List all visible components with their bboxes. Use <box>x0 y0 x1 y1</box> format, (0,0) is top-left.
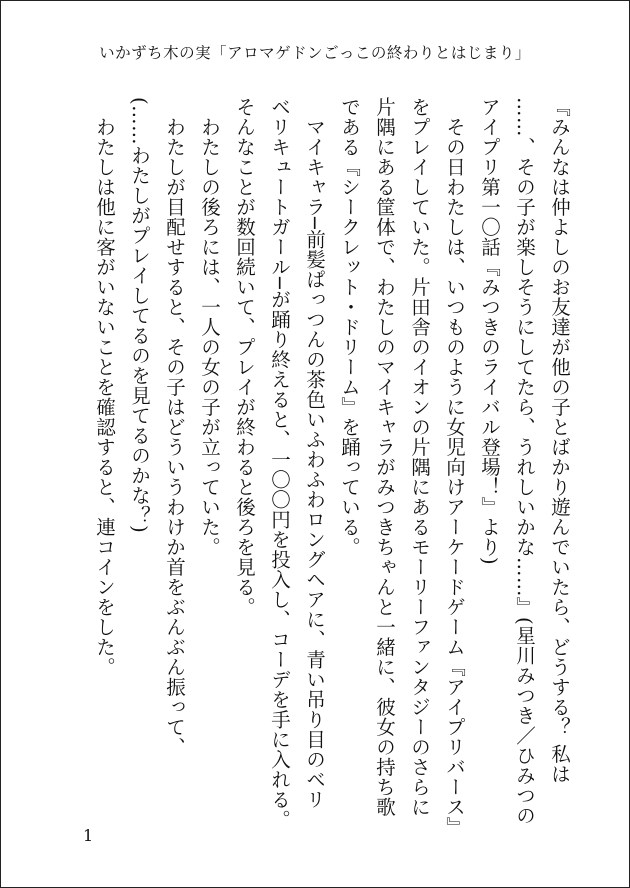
body-text <box>87 97 577 837</box>
text-column: ベリキュートガール─が踊り終えると、一〇〇円を投入し、コーデを手に入れる。 <box>268 97 291 830</box>
text-column: 片隅にある筐体で、わたしのマイキャラがみつきちゃんと一緒に、彼女の持ち歌 <box>373 97 396 817</box>
text-column: マイキャラ─前髪ぱっつんの茶色いふわふわロングヘアに、青い吊り目のベリ <box>303 97 326 810</box>
text-column: をプレイしていた。片田舎のイオンの片隅にあるモーリーファンタジーのさらに <box>408 97 431 817</box>
text-column: わたしが目配せすると、その子はどういうわけか首をぶんぶん振って、 <box>163 97 186 757</box>
page-number: 1 <box>83 826 94 845</box>
text-column: ……、その子が楽しそうにしてたら、うれしいかな……』(星川みつき／ひみつの <box>513 97 536 826</box>
text-column: わたしの後ろには、一人の女の子が立っていた。 <box>198 97 221 557</box>
text-column: わたしは他に客がいないことを確認すると、連コインをした。 <box>93 97 116 677</box>
text-column: アイプリ第一〇話『みつきのライバル登場！』より) <box>478 97 501 566</box>
text-column: その日わたしは、いつものように女児向けアーケードゲーム『アイプリバース』 <box>443 97 466 837</box>
text-column: 『みんなは仲よしのお友達が他の子とばかり遊んでいたら、どうする？ 私は <box>548 97 571 784</box>
text-column: (……わたしがプレイしてるのを見てるのかな？) <box>128 97 151 534</box>
text-column: そんなことが数回続いて、プレイが終わると後ろを見る。 <box>233 97 256 617</box>
running-header: いかずち木の実「アロマゲドンごっこの終わりとはじまり」 <box>99 44 531 62</box>
text-column: である『シークレット・ドリーム』を踊っている。 <box>338 97 361 557</box>
